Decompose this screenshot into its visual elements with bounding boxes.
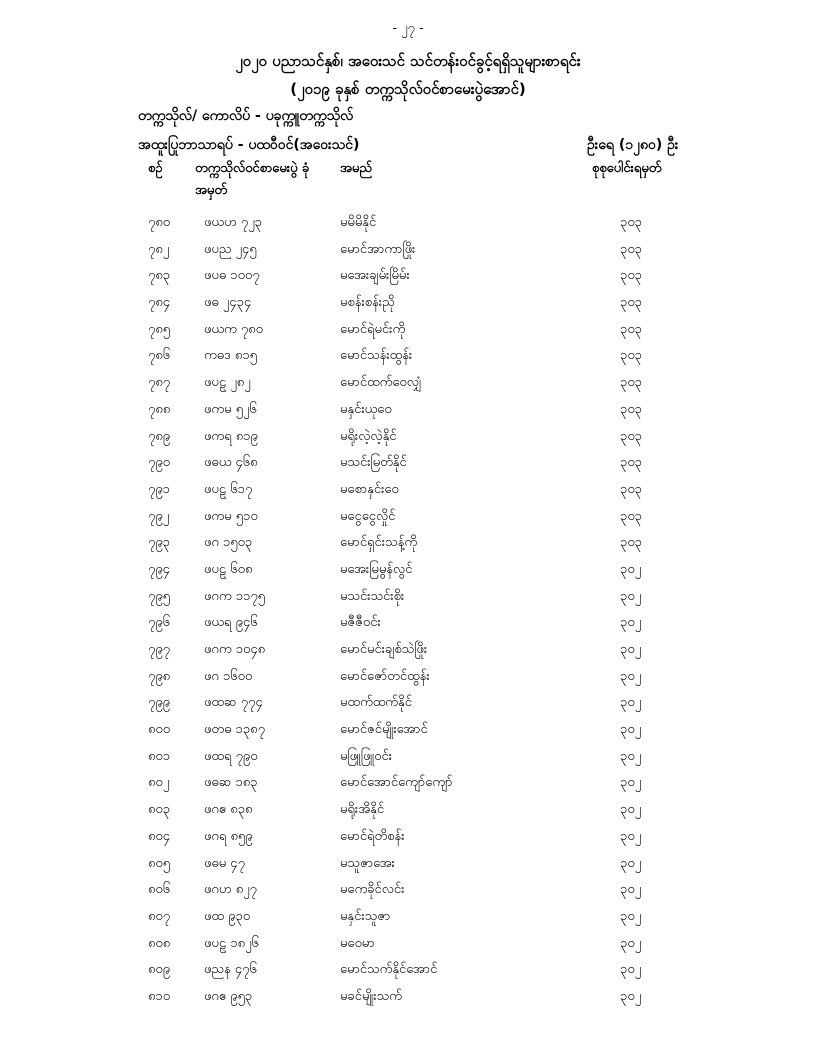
table-row <box>0 343 816 370</box>
exam-number: ဖဂဟ ၈၂၇ <box>204 882 257 898</box>
total-marks: ၃၀၃ <box>620 455 642 471</box>
total-marks: ၃၀၂ <box>620 935 642 951</box>
student-name: မနှင်းသူဇာ <box>340 908 391 924</box>
row-number: ၈၀၅ <box>148 855 171 871</box>
exam-number: ဖညန ၄၇၆ <box>204 962 257 978</box>
total-marks: ၃၀၂ <box>620 828 642 844</box>
exam-number: ဖထ ၉၃၀ <box>204 908 251 924</box>
student-name: မနှင်းယုဝေ <box>340 401 392 417</box>
total-marks: ၃၀၃ <box>620 215 642 230</box>
row-number: ၇၉၃ <box>148 535 170 551</box>
student-name: မဖြူဖြူဝင်း <box>340 748 392 764</box>
table-row <box>0 904 816 931</box>
table-row <box>0 717 816 744</box>
student-name: မောင်ဇော်တင်ထွန်း <box>340 668 430 684</box>
row-number: ၈၀၉ <box>148 962 171 978</box>
student-name: မအေးမြမွန်လွင် <box>340 561 413 577</box>
row-number: ၇၈၈ <box>148 401 171 417</box>
total-marks: ၃၀၃ <box>620 401 642 417</box>
total-marks: ၃၀၂ <box>620 855 642 871</box>
row-number: ၈၀၆ <box>148 882 171 898</box>
row-number: ၈၀၄ <box>148 828 171 844</box>
subject-line: အထူးပြုဘာသာရပ် - ပထဝီဝင်(အဝေးသင်) <box>138 137 360 153</box>
row-number: ၇၈၉ <box>148 428 171 444</box>
exam-number: ဖယက ၇၈၀ <box>204 321 263 337</box>
table-row <box>0 957 816 984</box>
exam-number: ဖပဠ ၆၁၇ <box>204 481 253 497</box>
exam-number: ဖဂ ၁၆၀၀ <box>204 668 253 684</box>
exam-number: ဖပဠ ၂၈၂ <box>204 375 251 391</box>
total-marks: ၃၀၃ <box>620 348 642 364</box>
row-number: ၇၉၂ <box>148 508 170 524</box>
total-marks: ၃၀၃ <box>620 241 642 257</box>
row-number: ၈၁၀ <box>148 988 171 1004</box>
exam-number: ဖထဆ ၇၇၄ <box>204 695 263 711</box>
student-name: မငွေငွေလှိုင် <box>340 508 396 524</box>
student-name: မရိုးအိနိုင် <box>340 802 385 818</box>
student-name: မသူဇာအေး <box>340 855 395 871</box>
student-name: မသင်းမြတ်နိုင် <box>340 455 407 471</box>
student-name: မဝေမာ <box>340 935 375 951</box>
student-name: မထက်ထက်နိုင် <box>340 695 412 711</box>
column-header-marks: စုစုပေါင်းရမှတ် <box>592 161 662 176</box>
total-marks: ၃၀၂ <box>620 882 642 898</box>
table-row <box>0 370 816 397</box>
exam-number: ဖယရ ၉၄၆ <box>204 615 258 631</box>
row-number: ၈၀၁ <box>148 748 171 764</box>
table-row <box>0 664 816 691</box>
table-row <box>0 770 816 797</box>
row-number: ၇၉၇ <box>148 642 170 657</box>
exam-number: ဖကရ ၈၁၉ <box>204 428 258 444</box>
student-name: မောင်သက်နိုင်အောင် <box>340 962 438 978</box>
table-row <box>0 690 816 717</box>
table-row <box>0 317 816 344</box>
table-row <box>0 877 816 904</box>
total-marks: ၃၀၂ <box>620 802 642 818</box>
row-number: ၇၈၀ <box>148 215 171 230</box>
table-row <box>0 931 816 958</box>
row-number: ၈၀၀ <box>148 722 171 738</box>
student-name: မောင်အာကာဖြိုး <box>340 241 416 257</box>
row-number: ၇၈၂ <box>148 241 170 257</box>
table-row <box>0 477 816 504</box>
total-marks: ၃၀၂ <box>620 615 642 631</box>
table-row <box>0 984 816 1011</box>
table-row <box>0 824 816 851</box>
student-name: မကေခိုင်လင်း <box>340 882 405 898</box>
row-number: ၇၈၄ <box>148 295 171 311</box>
table-row <box>0 851 816 878</box>
table-row <box>0 263 816 290</box>
total-marks: ၃၀၂ <box>620 668 642 684</box>
total-marks: ၃၀၃ <box>620 268 642 284</box>
row-number: ၇၉၁ <box>148 481 170 497</box>
student-name: မောင်ရဲမင်းကို <box>340 321 406 337</box>
table-row <box>0 210 816 237</box>
exam-number: ဖဂ ၁၅၀၃ <box>204 535 253 551</box>
document-title: ၂၀၂၀ ပညာသင်နှစ်၊ အဝေးသင် သင်တန်းဝင်ခွင့်ရရှိသူများစာရင်း <box>235 52 581 70</box>
total-marks: ၃၀၂ <box>620 748 642 764</box>
exam-number: ဖပည ၂၄၅ <box>204 241 257 257</box>
row-number: ၇၉၉ <box>148 695 170 711</box>
row-number: ၇၈၇ <box>148 375 171 391</box>
exam-number: ဖဂဧ ၉၅၃ <box>204 988 253 1004</box>
total-count: ဦးရေ (၁၂၈၀) ဦး <box>587 137 679 153</box>
student-name: မသင်းသင်းစိုး <box>340 588 405 604</box>
exam-number: ဖကမ ၅၁၀ <box>204 508 258 524</box>
table-row <box>0 450 816 477</box>
student-name: မအေးချမ်းမြိမ်း <box>340 268 410 284</box>
exam-number: ဖဓမ ၄၇ <box>204 855 245 871</box>
table-row <box>0 637 816 664</box>
student-name: မရိုးလဲ့လဲ့နိုင် <box>340 428 397 444</box>
student-name: မောင်ရှင်းသန့်ကို <box>340 535 418 551</box>
row-number: ၇၈၃ <box>148 268 171 284</box>
student-name: မခင်မျိုးသက် <box>340 988 402 1004</box>
table-row <box>0 584 816 611</box>
exam-number: ဖပဠ ၁၈၂၆ <box>204 935 259 951</box>
column-header-no: စဉ် <box>148 161 163 176</box>
column-header-exam-no: တက္ကသိုလ်ဝင်စာမေးပွဲ ခုံအမှတ် <box>195 161 310 198</box>
student-name: မစန်းစန်းညို <box>340 295 395 311</box>
exam-number: ဖပဠ ၆၀၈ <box>204 561 253 577</box>
row-number: ၇၉၅ <box>148 588 170 604</box>
exam-number: ဖဓယ ၄၆၈ <box>204 455 258 471</box>
table-row <box>0 610 816 637</box>
table-row <box>0 744 816 771</box>
row-number: ၇၉၀ <box>148 455 170 471</box>
table-row <box>0 530 816 557</box>
results-table <box>0 210 816 1011</box>
exam-number: ကဓဒ ၈၁၅ <box>204 348 257 364</box>
total-marks: ၃၀၂ <box>620 908 642 924</box>
total-marks: ၃၀၃ <box>620 508 642 524</box>
total-marks: ၃၀၂ <box>620 642 642 657</box>
row-number: ၇၉၆ <box>148 615 170 631</box>
table-row <box>0 397 816 424</box>
table-row <box>0 797 816 824</box>
exam-number: ဖဂက ၁၀၄၈ <box>204 642 266 657</box>
total-marks: ၃၀၂ <box>620 962 642 978</box>
exam-number: ဖတဓ ၁၃၈၇ <box>204 722 265 738</box>
total-marks: ၃၀၂ <box>620 561 642 577</box>
total-marks: ၃၀၂ <box>620 722 642 738</box>
table-row <box>0 557 816 584</box>
exam-number: ဖထရ ၇၉၀ <box>204 748 258 764</box>
exam-number: ဖဓ ၂၄၃၄ <box>204 295 252 311</box>
student-name: မမိမိနိုင် <box>340 215 377 230</box>
row-number: ၇၉၈ <box>148 668 171 684</box>
row-number: ၈၀၂ <box>148 775 170 791</box>
total-marks: ၃၀၂ <box>620 988 642 1004</box>
student-name: မောင်မင်းချစ်သဲဖြိုး <box>340 642 428 657</box>
exam-number: ဖဓဆ ၁၈၃ <box>204 775 258 791</box>
document-subtitle: (၂၀၁၉ ခုနှစ် တက္ကသိုလ်ဝင်စာမေးပွဲအောင်) <box>290 80 526 98</box>
total-marks: ၃၀၃ <box>620 428 642 444</box>
total-marks: ၃၀၃ <box>620 321 642 337</box>
total-marks: ၃၀၃ <box>620 481 642 497</box>
table-row <box>0 290 816 317</box>
total-marks: ၃၀၃ <box>620 295 642 311</box>
student-name: မစောနှင်းဝေ <box>340 481 399 497</box>
table-row <box>0 424 816 451</box>
row-number: ၇၈၆ <box>148 348 171 364</box>
student-name: မောင်ထက်ဝေလျှံ <box>340 375 422 391</box>
student-name: မောင်သန်းထွန်း <box>340 348 413 364</box>
exam-number: ဖဂက ၁၁၇၅ <box>204 588 265 604</box>
row-number: ၇၈၅ <box>148 321 171 337</box>
exam-number: ဖဂဧ ၈၃၈ <box>204 802 253 818</box>
total-marks: ၃၀၂ <box>620 695 642 711</box>
row-number: ၈၀၃ <box>148 802 171 818</box>
student-name: မောင်ရဲတိစန်း <box>340 828 405 844</box>
student-name: မဇီဇီဝင်း <box>340 615 381 631</box>
row-number: ၇၉၄ <box>148 561 170 577</box>
table-row <box>0 504 816 531</box>
page-number: - ၂၇ - <box>392 21 424 36</box>
student-name: မောင်ဇင်မျိုးအောင် <box>340 722 428 738</box>
table-row <box>0 237 816 264</box>
total-marks: ၃၀၃ <box>620 375 642 391</box>
exam-number: ဖပဓ ၁၀၀၇ <box>204 268 260 284</box>
university-line: တက္ကသိုလ်/ ကောလိပ် - ပခုက္ကူတက္ကသိုလ် <box>138 108 354 124</box>
exam-number: ဖယဟ ၇၂၃ <box>204 215 262 230</box>
row-number: ၈၀၇ <box>148 908 171 924</box>
row-number: ၈၀၈ <box>148 935 171 951</box>
total-marks: ၃၀၃ <box>620 535 642 551</box>
column-header-name: အမည် <box>340 161 372 176</box>
total-marks: ၃၀၂ <box>620 588 642 604</box>
exam-number: ဖကမ ၅၂၆ <box>204 401 257 417</box>
exam-number: ဖဂရ ၈၅၉ <box>204 828 253 844</box>
total-marks: ၃၀၂ <box>620 775 642 791</box>
student-name: မောင်အောင်ကျော်ကျော် <box>340 775 453 791</box>
